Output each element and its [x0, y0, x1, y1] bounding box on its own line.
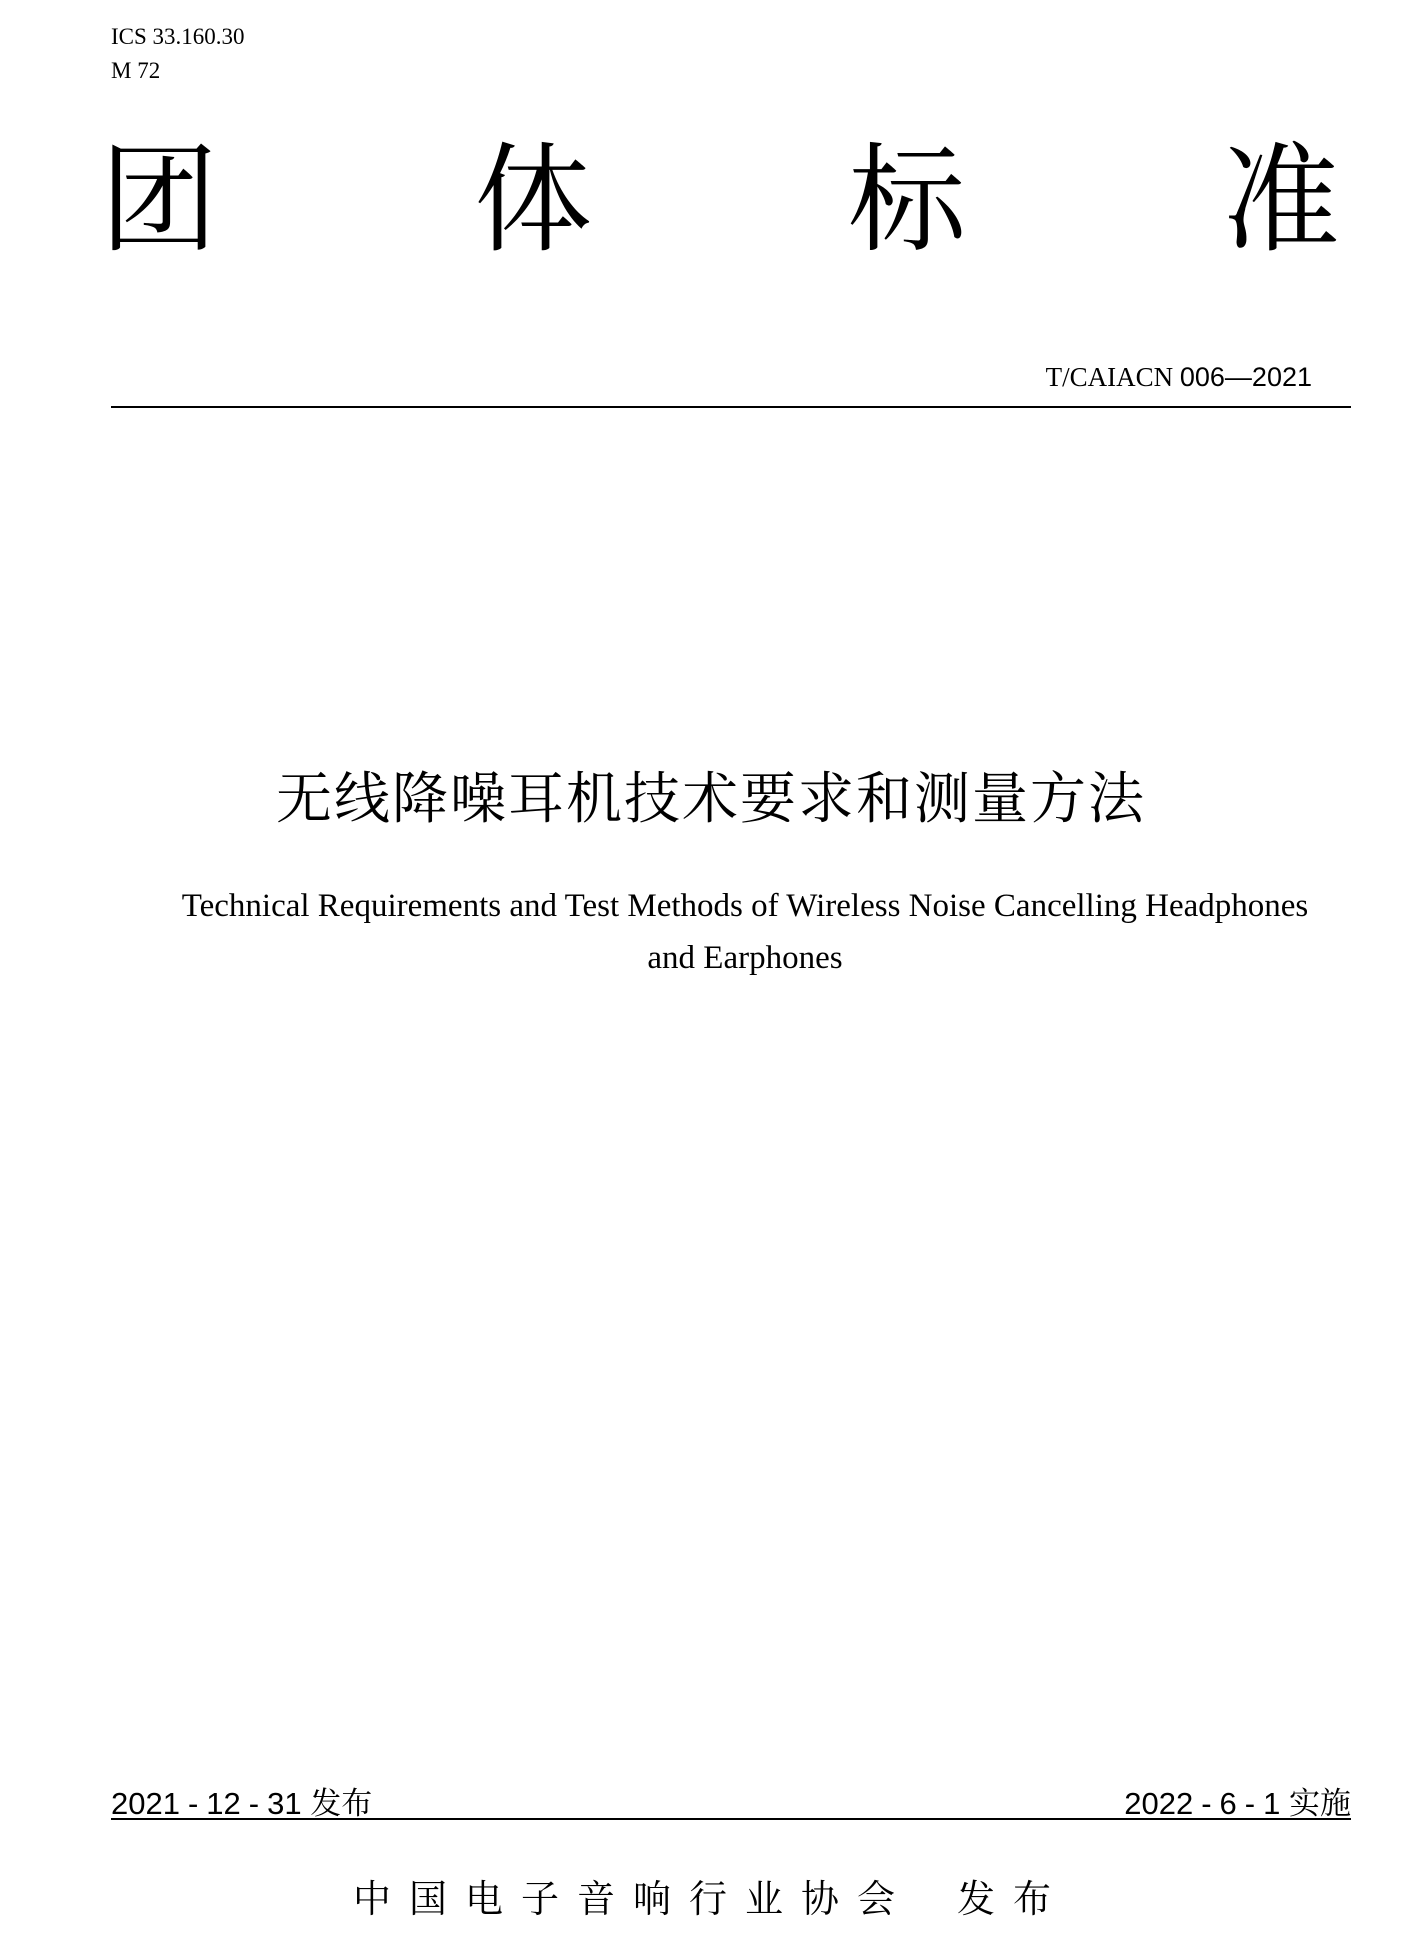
ics-code: ICS 33.160.30	[111, 24, 245, 49]
issue-date: 2021 - 12 - 31 发布	[111, 1786, 373, 1821]
title-chinese: 无线降噪耳机技术要求和测量方法	[276, 767, 1146, 832]
date-row	[111, 1778, 1351, 1823]
standard-number	[1046, 362, 1312, 393]
top-divider	[111, 406, 1351, 408]
ccs-code: M 72	[111, 58, 161, 83]
banner-char: 标	[847, 131, 966, 269]
bottom-divider	[111, 1818, 1351, 1820]
banner-char: 准	[1221, 131, 1340, 269]
issue-label: 发布	[310, 1786, 373, 1821]
publisher	[0, 1868, 1422, 1923]
classification-codes	[111, 20, 245, 88]
standard-code: 006—2021	[1179, 362, 1312, 392]
document-type-banner	[100, 130, 1340, 270]
banner-char: 团	[100, 131, 219, 269]
implement-date: 2022 - 6 - 1 实施	[1124, 1786, 1351, 1821]
publisher-name: 中国电子音响行业协会	[352, 1877, 913, 1921]
standard-prefix: T/CAIACN	[1045, 362, 1174, 392]
title-english-line: and Earphones	[647, 940, 843, 976]
implement-label: 实施	[1289, 1786, 1351, 1821]
publisher-action: 发布	[957, 1877, 1070, 1921]
title-english	[120, 880, 1370, 984]
banner-char: 体	[473, 131, 592, 269]
title-english-line: Technical Requirements and Test Methods of Wireless Noise Cancelling Headphones	[181, 888, 1309, 924]
